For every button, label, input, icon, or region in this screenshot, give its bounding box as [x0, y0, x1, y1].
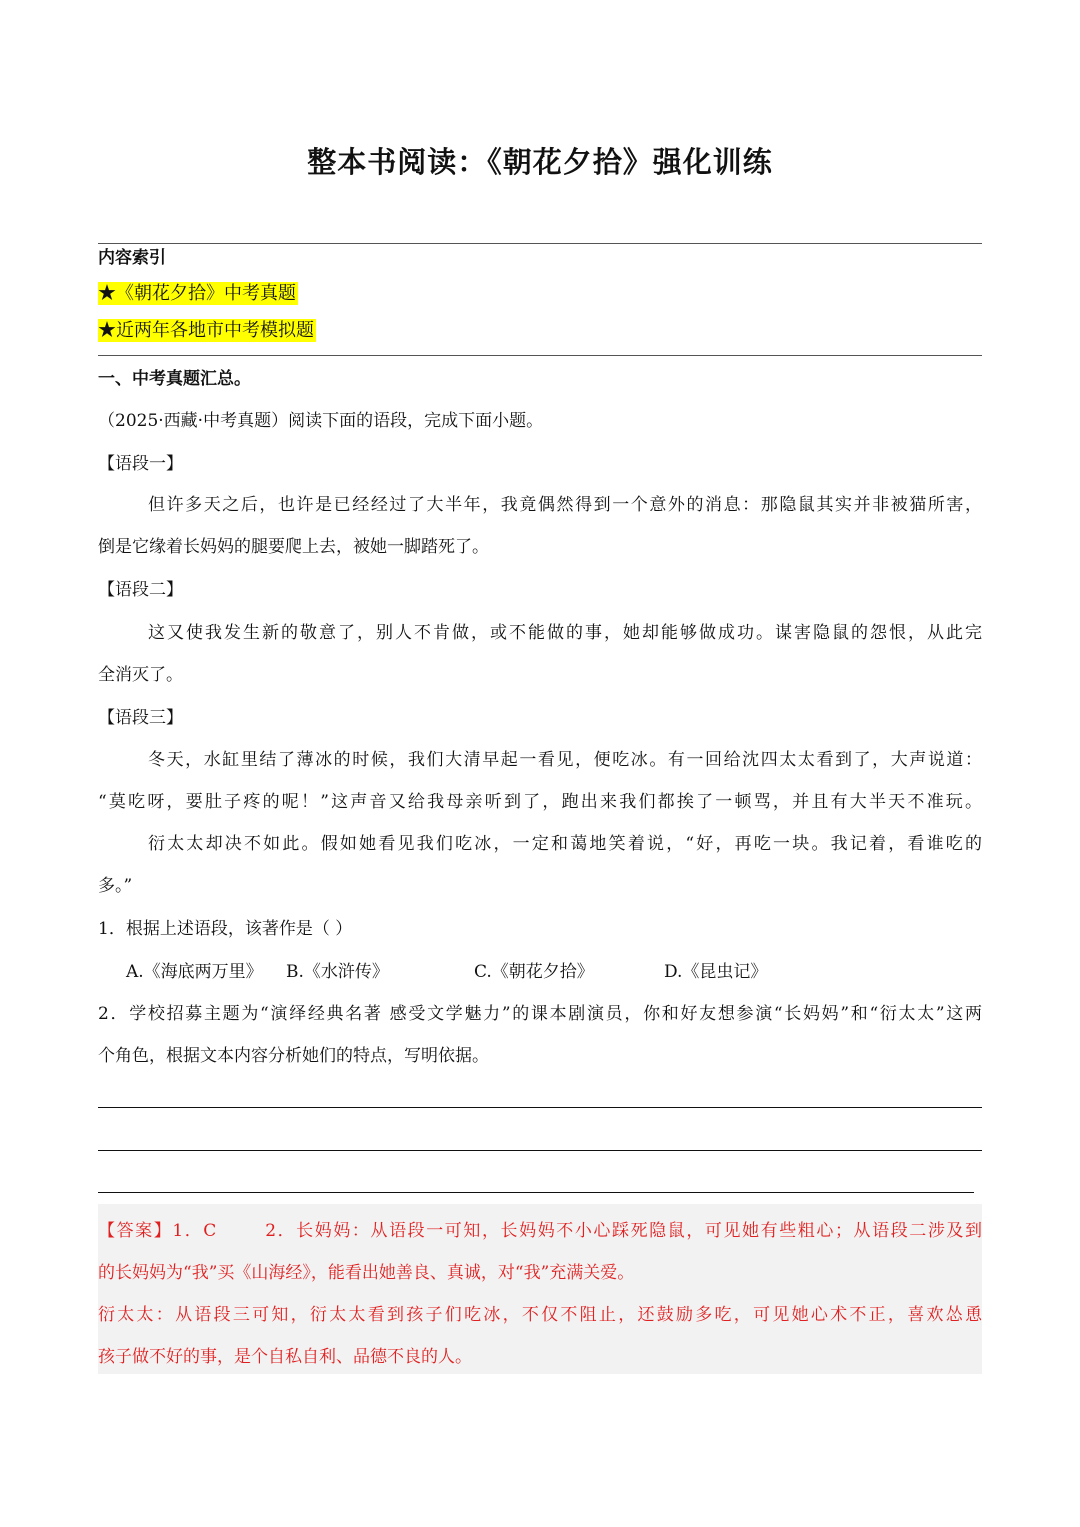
passage-2-line-1: 这又使我发生新的敬意了，别人不肯做，或不能做的事，她却能够做成功。谋害隐鼠的怨恨，从此完	[148, 623, 982, 643]
question-1-option-a[interactable]: A.《海底两万里》	[126, 962, 263, 982]
passage-2	[98, 612, 982, 696]
answer-line-a	[98, 1210, 982, 1252]
passage-3-line-3: 衍太太却决不如此。假如她看见我们吃冰，一定和蔼地笑着说，“好，再吃一块。我记着，看谁吃的	[148, 834, 982, 854]
answer-label: 【答案】	[98, 1221, 173, 1241]
answer-2-line-2: 的长妈妈为“我”买《山海经》，能看出她善良、真诚，对“我”充满关爱。	[98, 1263, 635, 1283]
passage-3	[98, 739, 982, 907]
section-heading: 一、中考真题汇总。	[98, 369, 251, 389]
question-1-option-c[interactable]: C.《朝花夕拾》	[474, 962, 594, 982]
question-2-line-1: 2．学校招募主题为“演绎经典名著 感受文学魅力”的课本剧演员，你和好友想参演“长妈妈”和“衍太太”这两	[98, 1004, 982, 1024]
answer-line-3[interactable]	[98, 1192, 974, 1193]
question-1-option-b[interactable]: B.《水浒传》	[286, 962, 389, 982]
passage-1-line-1: 但许多天之后，也许是已经经过了大半年，我竟偶然得到一个意外的消息：那隐鼠其实并非被猫所害，	[148, 495, 982, 515]
index-item-2[interactable]: ★近两年各地市中考模拟题	[98, 320, 314, 341]
passage-2-label: 【语段二】	[98, 580, 183, 600]
answer-2-line-3: 衍太太：从语段三可知，衍太太看到孩子们吃冰，不仅不阻止，还鼓励多吃，可见她心术不正，喜欢怂恿	[98, 1305, 982, 1325]
question-2	[98, 993, 982, 1077]
passage-1-label: 【语段一】	[98, 454, 183, 474]
answer-text	[98, 1210, 982, 1378]
answer-2-line-1: 2．长妈妈：从语段一可知，长妈妈不小心踩死隐鼠，可见她有些粗心；从语段二涉及到	[265, 1221, 983, 1241]
question-1-option-d[interactable]: D.《昆虫记》	[664, 962, 768, 982]
passage-3-line-1: 冬天，水缸里结了薄冰的时候，我们大清早起一看见，便吃冰。有一回给沈四太太看到了，大声说道：	[148, 750, 982, 770]
passage-1	[98, 484, 982, 568]
index-item-1[interactable]: ★《朝花夕拾》中考真题	[98, 283, 296, 304]
answer-box	[98, 1204, 982, 1374]
passage-3-label: 【语段三】	[98, 708, 183, 728]
divider-bottom	[98, 355, 982, 356]
answer-line-1[interactable]	[98, 1107, 982, 1108]
page-title: 整本书阅读：《朝花夕拾》强化训练	[307, 145, 773, 179]
passage-3-line-4: 多。”	[98, 876, 133, 896]
question-source: （2025·西藏·中考真题）阅读下面的语段，完成下面小题。	[98, 411, 544, 431]
question-1: 1．根据上述语段，该著作是（ ）	[98, 919, 353, 939]
answer-1: 1．C	[172, 1221, 217, 1241]
divider-top	[98, 243, 982, 244]
passage-2-line-2: 全消灭了。	[98, 665, 183, 685]
passage-3-line-2: “莫吃呀，要肚子疼的呢！”这声音又给我母亲听到了，跑出来我们都挨了一顿骂，并且有大半天不准玩。	[98, 792, 982, 812]
answer-2-line-4: 孩子做不好的事，是个自私自利、品德不良的人。	[98, 1347, 472, 1367]
answer-line-2[interactable]	[98, 1150, 982, 1151]
index-heading: 内容索引	[98, 248, 166, 268]
question-2-line-2: 个角色，根据文本内容分析她们的特点，写明依据。	[98, 1046, 489, 1066]
passage-1-line-2: 倒是它缘着长妈妈的腿要爬上去，被她一脚踏死了。	[98, 537, 489, 557]
